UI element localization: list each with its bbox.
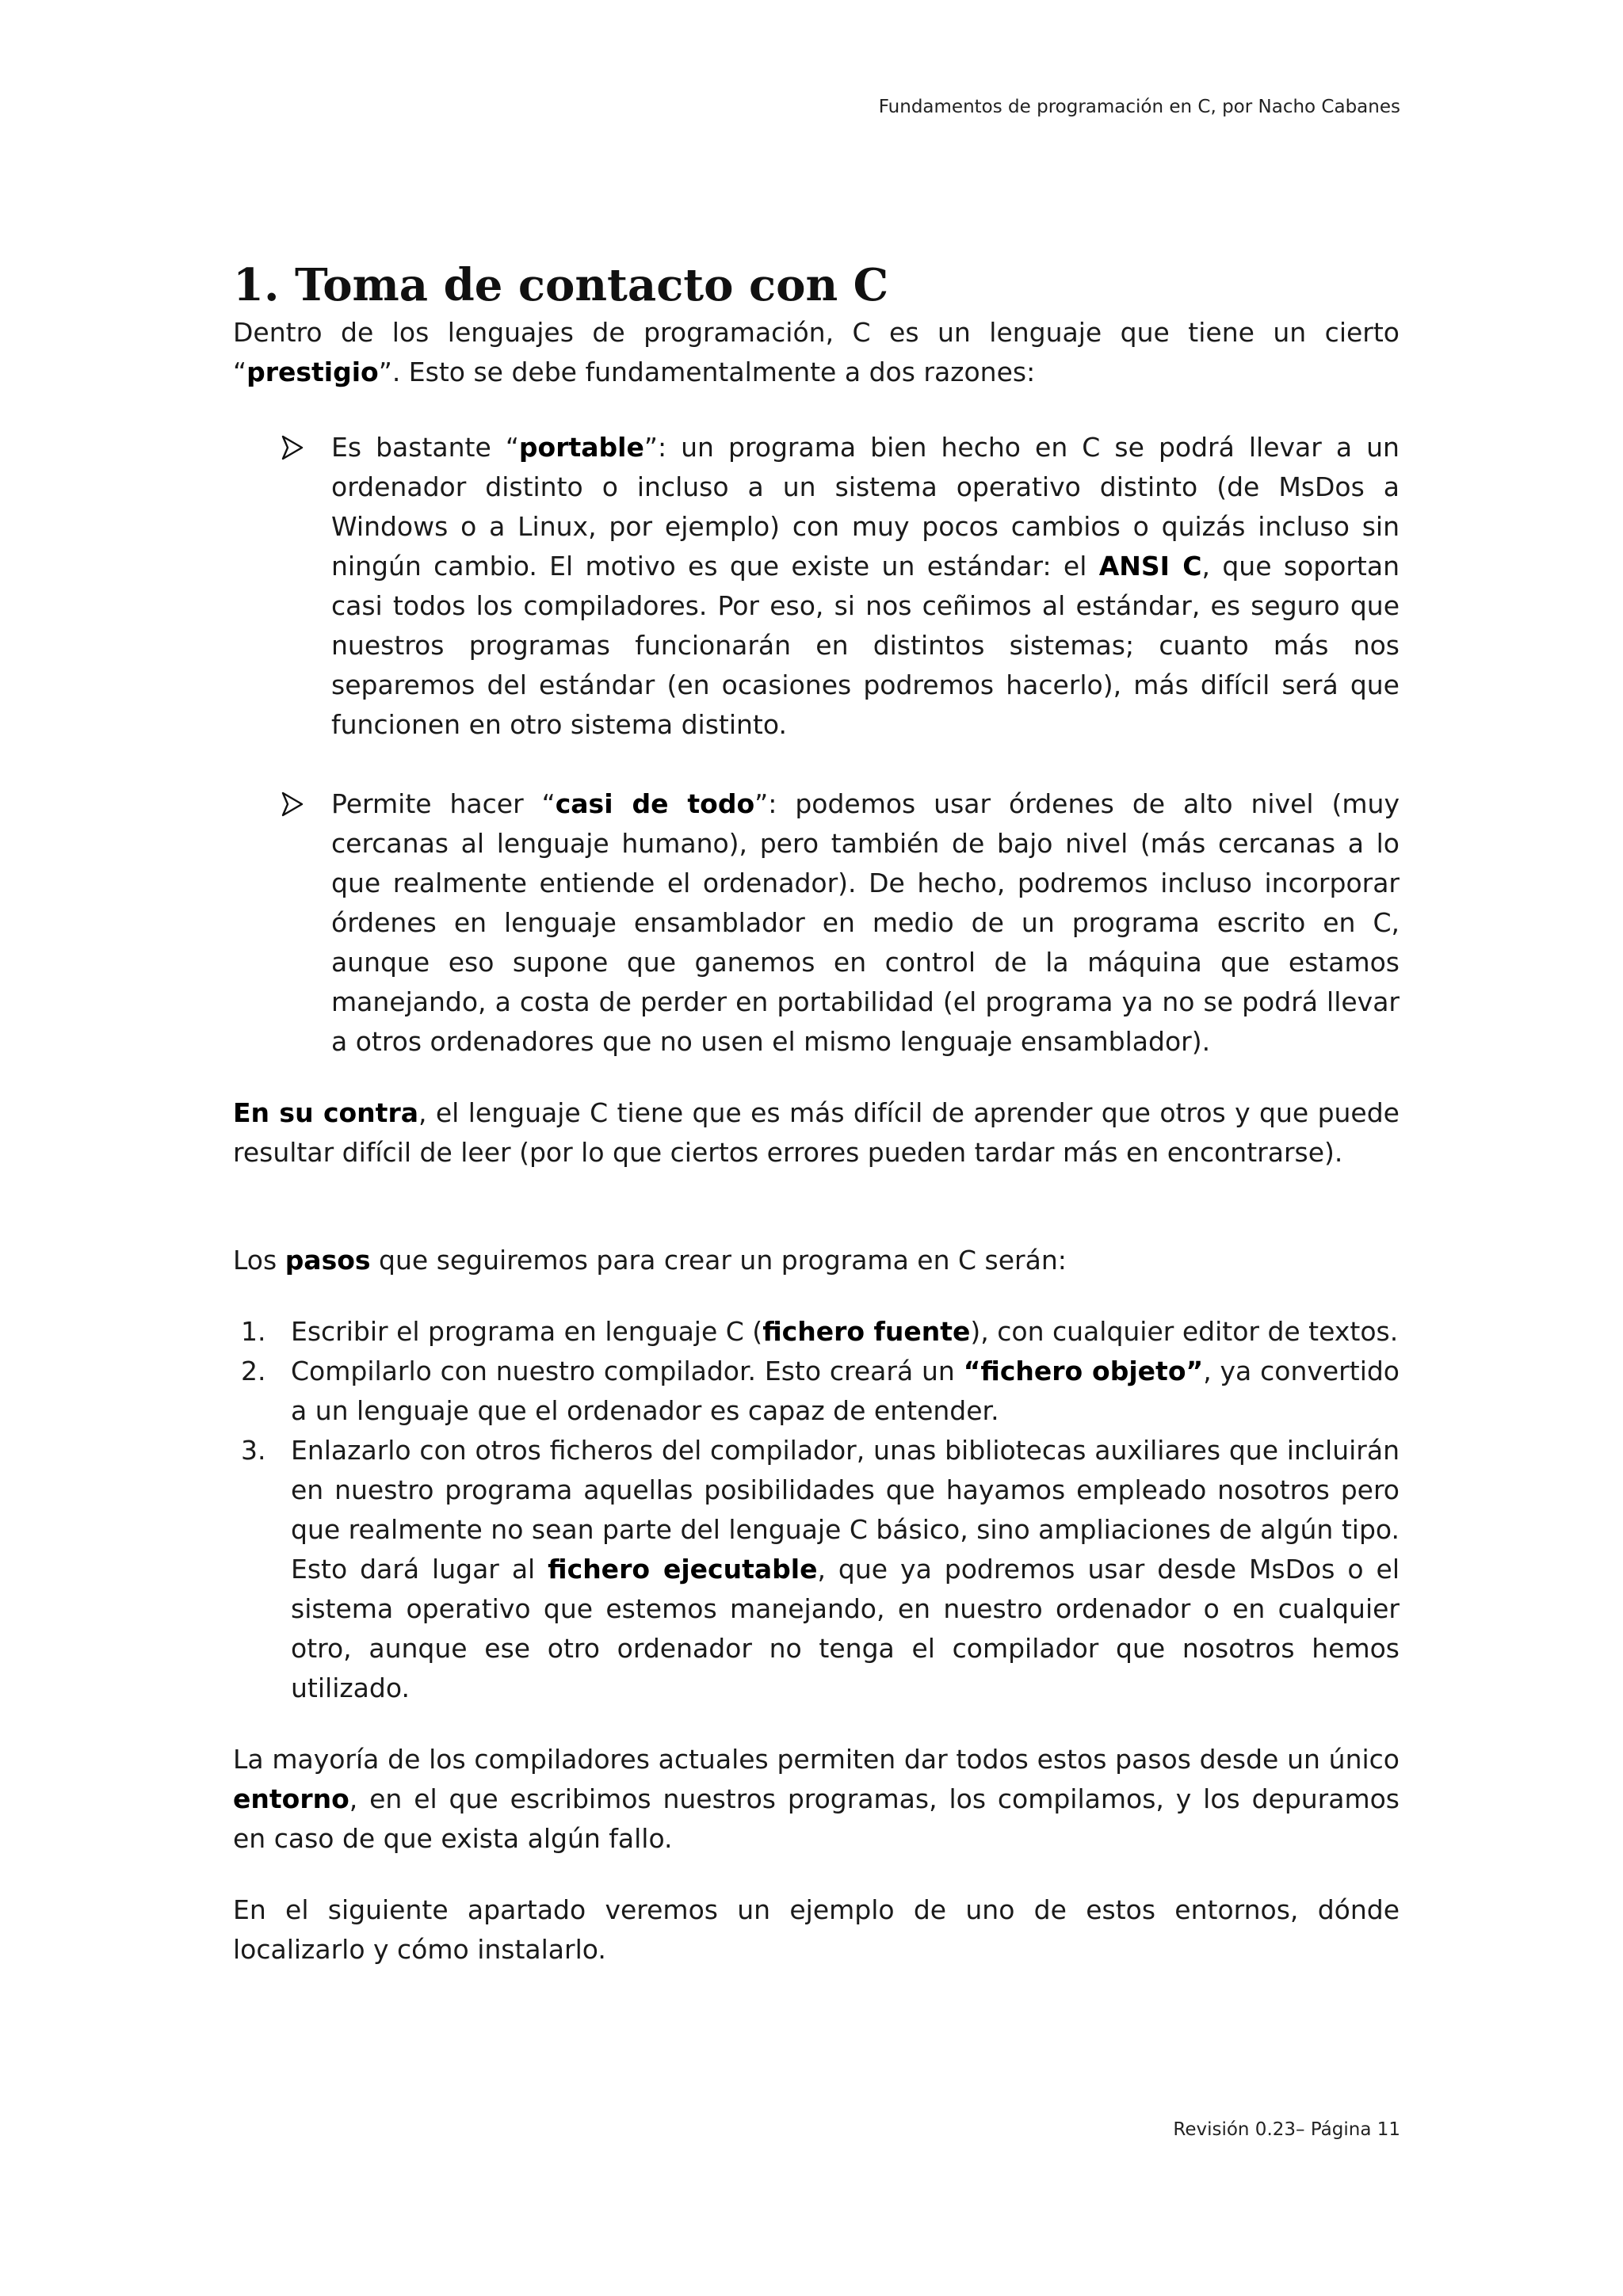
chapter-title: 1. Toma de contacto con C <box>233 259 889 311</box>
bullet-text: Permite hacer “casi de todo”: podemos usar órdenes de alto nivel (muy cercanas al lenguaje humano), pero también de bajo nivel (más cercanas a lo que realmente entiende el ordenador). De hecho, podremos incluso incorporar órdenes en lenguaje ensamblador en medio de un programa escrito en C, aunque eso supone que ganemos en control de la máquina que estamos manejando, a costa de perder en portabilidad (el programa ya no se podrá llevar a otros ordenadores que no usen el mismo lenguaje ensamblador). <box>331 788 1400 1057</box>
list-item <box>233 1312 1400 1352</box>
step-text: Compilarlo con nuestro compilador. Esto creará un “fichero objeto”, ya convertido a un lenguaje que el ordenador es capaz de entender. <box>291 1356 1400 1426</box>
bullet-text: Es bastante “portable”: un programa bien hecho en C se podrá llevar a un ordenador distinto o incluso a un sistema operativo distinto (de MsDos a Windows o a Linux, por ejemplo) con muy pocos cambios o quizás incluso sin ningún cambio. El motivo es que existe un estándar: el ANSI C, que soportan casi todos los compiladores. Por eso, si nos ceñimos al estándar, es seguro que nuestros programas funcionarán en distintos sistemas; cuanto más nos separemos del estándar (en ocasiones podremos hacerlo), más difícil será que funcionen en otro sistema distinto. <box>331 432 1400 740</box>
running-header: Fundamentos de programación en C, por Nacho Cabanes <box>878 97 1400 117</box>
list-item <box>233 1431 1400 1708</box>
closing-paragraph: En el siguiente apartado veremos un ejemplo de uno de estos entornos, dónde localizarlo y cómo instalarlo. <box>233 1894 1400 1965</box>
arrowhead-bullet-icon <box>281 434 304 461</box>
intro-paragraph: Dentro de los lenguajes de programación, C es un lenguaje que tiene un cierto “prestigio”. Esto se debe fundamentalmente a dos razones: <box>233 317 1400 387</box>
page-content <box>233 257 1400 1970</box>
step-text: Enlazarlo con otros ficheros del compilador, unas bibliotecas auxiliares que incluirán en nuestro programa aquellas posibilidades que hayamos empleado nosotros pero que realmente no sean parte del lenguaje C básico, sino ampliaciones de algún tipo. Esto dará lugar al fichero ejecutable, que ya podremos usar desde MsDos o el sistema operativo que estemos manejando, en nuestro ordenador o en cualquier otro, aunque ese otro ordenador no tenga el compilador que nosotros hemos utilizado. <box>291 1435 1400 1703</box>
step-text: Escribir el programa en lenguaje C (fichero fuente), con cualquier editor de textos. <box>291 1316 1399 1347</box>
reasons-list <box>233 428 1400 1062</box>
step-number: 1. <box>241 1316 266 1347</box>
steps-list <box>233 1312 1400 1708</box>
step-number: 3. <box>241 1435 266 1466</box>
list-item <box>233 784 1400 1062</box>
step-number: 2. <box>241 1356 266 1386</box>
entorno-paragraph: La mayoría de los compiladores actuales permiten dar todos estos pasos desde un único entorno, en el que escribimos nuestros programas, los compilamos, y los depuramos en caso de que exista algún fallo. <box>233 1744 1400 1854</box>
contra-paragraph: En su contra, el lenguaje C tiene que es más difícil de aprender que otros y que puede resultar difícil de leer (por lo que ciertos errores pueden tardar más en encontrarse). <box>233 1097 1400 1168</box>
list-item <box>233 428 1400 745</box>
running-footer: Revisión 0.23– Página 11 <box>1173 2119 1400 2140</box>
list-item <box>233 1352 1400 1431</box>
arrowhead-bullet-icon <box>281 791 304 818</box>
pasos-intro-paragraph: Los pasos que seguiremos para crear un programa en C serán: <box>233 1245 1067 1276</box>
